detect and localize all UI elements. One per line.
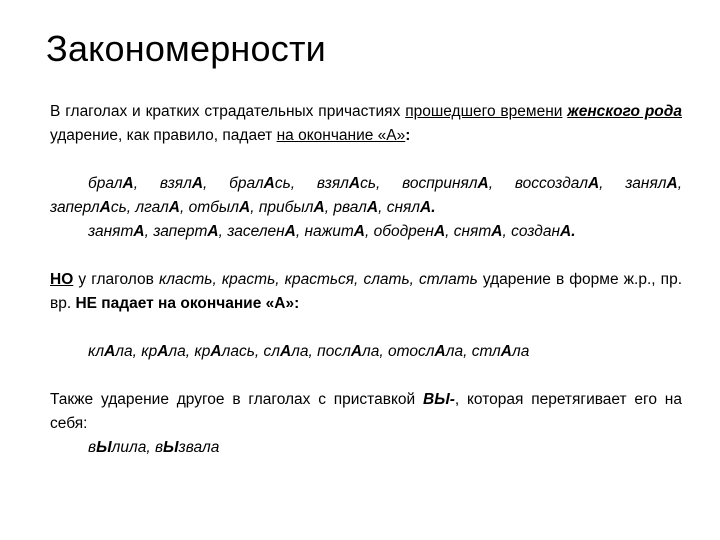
ex-stress: А (587, 175, 600, 192)
spacer (50, 244, 682, 268)
exception-no: НО (50, 271, 74, 288)
ex-stress: А (263, 175, 275, 192)
slide-title: Закономерности (46, 28, 326, 69)
ex-stress: А (122, 175, 134, 192)
ex-word: воссоздал (514, 175, 588, 192)
rule-past-tense: прошедшего времени (405, 103, 563, 120)
ex-word: взял (159, 175, 192, 192)
examples-exception: клАла, крАла, крАлась, слАла, послАла, отослАла, стлАла (88, 343, 530, 360)
rule-feminine: женского рода (567, 103, 682, 120)
prefix-vy: ВЫ- (423, 391, 455, 408)
ex-word: воспринял (402, 175, 478, 192)
prefix-paragraph: Также ударение другое в глаголах с приставкой ВЫ-, которая перетягивает его на себя: (50, 391, 682, 432)
examples-verbs-2: заперлАсь, лгалА, отбылА, прибылА, рвалА, снялА. (50, 199, 436, 216)
ex-word: взял (316, 175, 349, 192)
rule-text-1: В глаголах и кратких страдательных причастиях (50, 103, 406, 120)
rule-ending-a: на окончание «А» (276, 127, 406, 144)
spacer (50, 148, 682, 172)
ex-word: занял (625, 175, 667, 192)
ex-stress: А (348, 175, 361, 192)
examples-prefix: вЫлила, вЫзвала (88, 439, 220, 456)
rule-colon: : (405, 127, 411, 144)
ex-stress: А (477, 175, 489, 192)
exception-paragraph: НО у глаголов класть, красть, красться, слать, стлать ударение в форме ж.р., пр. вр. НЕ падает на окончание «А»: (50, 271, 683, 312)
slide-content (50, 100, 682, 460)
ex-word: брал (229, 175, 264, 192)
exception-rule: НЕ падает на окончание «А» (75, 295, 295, 312)
ex-stress: А (666, 175, 678, 192)
rule-paragraph (50, 100, 682, 148)
spacer (50, 316, 682, 340)
ex-stress: А (191, 175, 204, 192)
examples-verbs: бралА, взялА, бралАсь, взялАсь, воспринялА, воссоздалА, занялА, (88, 175, 682, 192)
spacer (50, 364, 682, 388)
ex-word: брал (88, 175, 123, 192)
exception-verbs: класть, красть, красться, слать, стлать (158, 271, 478, 288)
examples-participles: занятА, запертА, заселенА, нажитА, ободренА, снятА, созданА. (88, 223, 576, 240)
rule-text-2: ударение, как правило, падает (50, 127, 277, 144)
